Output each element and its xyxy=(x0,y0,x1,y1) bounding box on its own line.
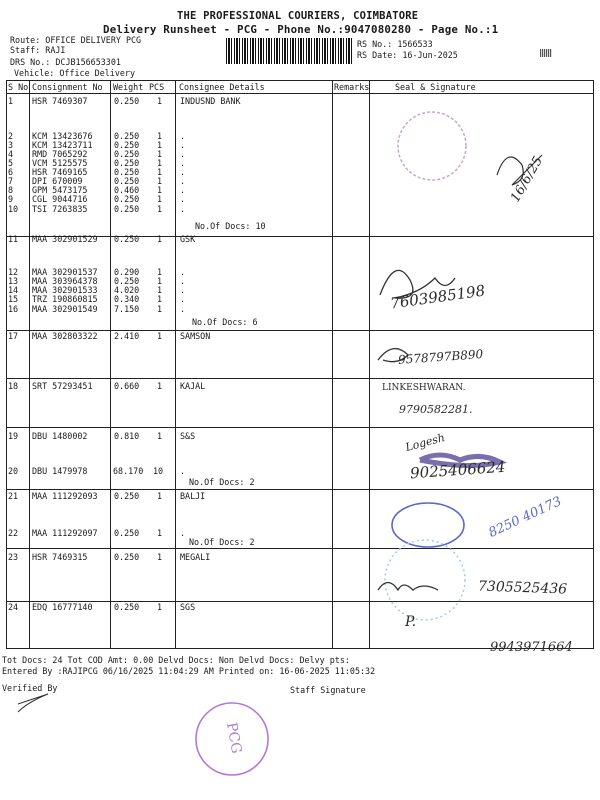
col-header-remarks: Remarks xyxy=(334,82,370,92)
row-weight: 68.170 xyxy=(113,466,144,476)
handwritten-phone: 7305525436 xyxy=(477,578,568,598)
row-sno: 22 xyxy=(8,528,19,538)
row-sno: 11 xyxy=(8,234,19,244)
row-weight: 0.250 xyxy=(114,176,140,186)
rs-number: RS No.: 1566533 xyxy=(357,39,433,49)
row-weight: 0.250 xyxy=(114,131,140,141)
row-sno: 17 xyxy=(8,331,19,341)
row-weight: 7.150 xyxy=(114,304,140,314)
row-consignment-no: DBU 1480002 xyxy=(32,431,88,441)
row-weight: 0.810 xyxy=(114,431,140,441)
row-pcs: 1 xyxy=(157,285,163,295)
row-consignment-no: KCM 13423676 xyxy=(32,131,93,141)
row-pcs: 1 xyxy=(157,602,163,612)
row-weight: 4.020 xyxy=(114,285,140,295)
row-consignment-no: MAA 302901549 xyxy=(32,304,98,314)
row-pcs: 1 xyxy=(157,176,163,186)
staff-signature-label: Staff Signature xyxy=(290,685,366,695)
col-header-sno: S No xyxy=(8,82,29,92)
row-weight: 0.250 xyxy=(114,234,140,244)
row-pcs: 1 xyxy=(157,96,163,106)
row-pcs: 10 xyxy=(153,466,164,476)
row-sno: 18 xyxy=(8,381,19,391)
row-pcs: 1 xyxy=(157,158,163,168)
row-consignee: . xyxy=(180,158,186,168)
entered-by-line: Entered By :RAJIPCG 06/16/2025 11:04:29 AM Printed on: 16-06-2025 11:05:32 xyxy=(2,666,376,676)
row-weight: 0.250 xyxy=(114,149,140,159)
row-consignment-no: MAA 111292097 xyxy=(32,528,98,538)
row-consignment-no: MAA 302901533 xyxy=(32,285,98,295)
row-consignee: SAMSON xyxy=(180,331,211,341)
row-sno: 4 xyxy=(8,149,14,159)
row-weight: 0.660 xyxy=(114,381,140,391)
pcg-stamp-text: PCG xyxy=(223,721,245,755)
row-sno: 1 xyxy=(8,96,14,106)
row-consignee: . xyxy=(180,276,186,286)
row-consignee: S&S xyxy=(180,431,196,441)
row-consignment-no: KCM 13423711 xyxy=(32,140,93,150)
col-header-seal: Seal & Signature xyxy=(395,82,476,92)
row-pcs: 1 xyxy=(157,552,163,562)
row-consignment-no: DPI 670009 xyxy=(32,176,83,186)
row-weight: 0.250 xyxy=(114,194,140,204)
docs-count-note: No.Of Docs: 6 xyxy=(192,317,258,327)
row-pcs: 1 xyxy=(157,234,163,244)
row-pcs: 1 xyxy=(157,276,163,286)
row-pcs: 1 xyxy=(157,381,163,391)
row-consignee: . xyxy=(180,285,186,295)
verified-signature xyxy=(18,694,48,712)
row-weight: 0.250 xyxy=(114,140,140,150)
docs-count-note: No.Of Docs: 2 xyxy=(189,537,255,547)
row-pcs: 1 xyxy=(157,167,163,177)
row-consignee: . xyxy=(180,466,186,476)
row-consignee: . xyxy=(180,176,186,186)
row-consignment-no: MAA 303964378 xyxy=(32,276,98,286)
handwritten-date: 16/6/25 xyxy=(508,154,547,205)
row-consignment-no: HSR 7469307 xyxy=(32,96,88,106)
row-consignment-no: MAA 302803322 xyxy=(32,331,98,341)
barcode-image xyxy=(226,38,352,64)
row-sno: 19 xyxy=(8,431,19,441)
rs-date: RS Date: 16-Jun-2025 xyxy=(357,50,458,60)
handwritten-name: Logesh xyxy=(404,431,447,454)
row-weight: 0.250 xyxy=(114,491,140,501)
row-sno: 14 xyxy=(8,285,19,295)
row-sno: 9 xyxy=(8,194,14,204)
row-consignee: . xyxy=(180,204,186,214)
handwritten-phone: 7603985198 xyxy=(389,281,487,313)
row-weight: 0.290 xyxy=(114,267,140,277)
row-consignee: . xyxy=(180,194,186,204)
row-consignment-no: MAA 111292093 xyxy=(32,491,98,501)
row-pcs: 1 xyxy=(157,331,163,341)
vehicle-label: Vehicle: Office Delivery xyxy=(14,68,136,78)
row-weight: 0.460 xyxy=(114,185,140,195)
route-label: Route: OFFICE DELIVERY PCG xyxy=(10,35,142,45)
docs-count-note: No.Of Docs: 10 xyxy=(195,221,266,231)
row-consignee: GSK xyxy=(180,234,196,244)
row-pcs: 1 xyxy=(157,528,163,538)
row-consignment-no: HSR 7469315 xyxy=(32,552,88,562)
row-pcs: 1 xyxy=(157,140,163,150)
row-consignment-no: MAA 302901537 xyxy=(32,267,98,277)
docs-count-note: No.Of Docs: 2 xyxy=(189,477,255,487)
row-pcs: 1 xyxy=(157,131,163,141)
blue-stamp-round xyxy=(385,540,465,620)
row-consignee: . xyxy=(180,294,186,304)
row-sno: 3 xyxy=(8,140,14,150)
row-sno: 2 xyxy=(8,131,14,141)
row-consignee: . xyxy=(180,267,186,277)
row-pcs: 1 xyxy=(157,491,163,501)
row-sno: 7 xyxy=(8,176,14,186)
staff-label: Staff: RAJI xyxy=(10,45,66,55)
row-pcs: 1 xyxy=(157,185,163,195)
row-weight: 0.250 xyxy=(114,158,140,168)
row-weight: 0.250 xyxy=(114,276,140,286)
row-sno: 8 xyxy=(8,185,14,195)
row-consignee: INDUSND BANK xyxy=(180,96,241,106)
row-consignment-no: CGL 9044716 xyxy=(32,194,88,204)
row-pcs: 1 xyxy=(157,194,163,204)
col-header-consignment: Consignment No xyxy=(32,82,103,92)
row-consignee: MEGALI xyxy=(180,552,211,562)
blue-stamp-circle xyxy=(392,503,464,547)
row-consignment-no: DBU 1479978 xyxy=(32,466,88,476)
row-sno: 21 xyxy=(8,491,19,501)
row-pcs: 1 xyxy=(157,267,163,277)
handwritten-phone: 9943971664 xyxy=(490,640,573,655)
row-sno: 24 xyxy=(8,602,19,612)
row-sno: 10 xyxy=(8,204,19,214)
row-weight: 0.250 xyxy=(114,204,140,214)
row-sno: 23 xyxy=(8,552,19,562)
row-pcs: 1 xyxy=(157,294,163,304)
row-sno: 5 xyxy=(8,158,14,168)
row-consignee: . xyxy=(180,140,186,150)
handwritten-phone: 9025406624 xyxy=(409,457,506,483)
row-pcs: 1 xyxy=(157,149,163,159)
row-weight: 0.250 xyxy=(114,96,140,106)
row-consignee: . xyxy=(180,167,186,177)
row-weight: 0.250 xyxy=(114,602,140,612)
verified-by-label: Verified By xyxy=(2,683,58,693)
col-header-consignee: Consignee Details xyxy=(179,82,265,92)
handwritten-phone: 9578797B890 xyxy=(397,347,484,367)
row-weight: 0.250 xyxy=(114,167,140,177)
totals-line: Tot Docs: 24 Tot COD Amt: 0.00 Delvd Docs: Non Delvd Docs: Delvy pts: xyxy=(2,655,350,665)
row-consignee: . xyxy=(180,131,186,141)
row-consignment-no: HSR 7469165 xyxy=(32,167,88,177)
handwritten-phone: 8250 40173 xyxy=(486,494,565,541)
row-consignment-no: RMD 7065292 xyxy=(32,149,88,159)
row-consignee: KAJAL xyxy=(180,381,206,391)
row-consignee: . xyxy=(180,149,186,159)
company-title: THE PROFESSIONAL COURIERS, COIMBATORE xyxy=(177,10,419,22)
drs-number: DRS No.: DCJB156653301 xyxy=(10,57,121,67)
handwritten-phone: 9790582281. xyxy=(399,403,473,416)
row-pcs: 1 xyxy=(157,431,163,441)
row-sno: 12 xyxy=(8,267,19,277)
row-weight: 0.250 xyxy=(114,552,140,562)
row-consignment-no: TRZ 190860815 xyxy=(32,294,98,304)
row-consignee: . xyxy=(180,185,186,195)
row-consignee: . xyxy=(180,304,186,314)
row-sno: 6 xyxy=(8,167,14,177)
handwritten-name: LINKESHWARAN. xyxy=(382,383,466,393)
col-header-weight: Weight xyxy=(113,82,144,92)
row-consignment-no: TSI 7263835 xyxy=(32,204,88,214)
row-consignment-no: EDQ 16777140 xyxy=(32,602,93,612)
row-sno: 15 xyxy=(8,294,19,304)
row-consignment-no: VCM 5125575 xyxy=(32,158,88,168)
office-stamp-circle xyxy=(398,112,466,180)
row-consignee: . xyxy=(180,528,186,538)
qr-code-icon xyxy=(540,49,552,57)
row-consignment-no: SRT 57293451 xyxy=(32,381,93,391)
signature-scribble xyxy=(378,583,438,591)
row-sno: 16 xyxy=(8,304,19,314)
row-pcs: 1 xyxy=(157,304,163,314)
row-consignee: SGS xyxy=(180,602,196,612)
row-sno: 20 xyxy=(8,466,19,476)
runsheet-subtitle: Delivery Runsheet - PCG - Phone No.:9047080280 - Page No.:1 xyxy=(103,23,499,36)
row-weight: 0.250 xyxy=(114,528,140,538)
row-sno: 13 xyxy=(8,276,19,286)
row-consignment-no: MAA 302901529 xyxy=(32,234,98,244)
col-header-pcs: PCS xyxy=(149,82,165,92)
row-weight: 0.340 xyxy=(114,294,140,304)
handwritten-name: P. xyxy=(405,614,417,630)
row-weight: 2.410 xyxy=(114,331,140,341)
row-consignee: BALJI xyxy=(180,491,206,501)
row-consignment-no: GPM 5473175 xyxy=(32,185,88,195)
row-pcs: 1 xyxy=(157,204,163,214)
